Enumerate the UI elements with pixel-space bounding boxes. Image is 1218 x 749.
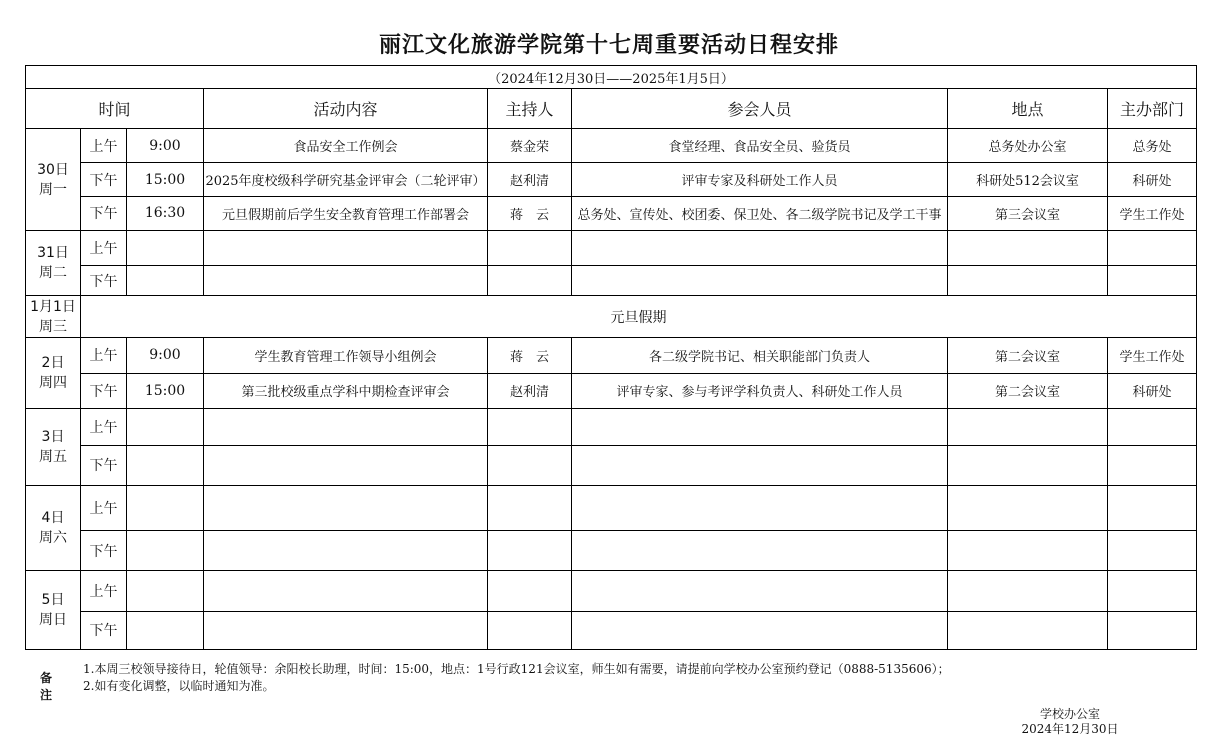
host-cell [488, 486, 572, 531]
activity-cell: 食品安全工作例会 [204, 129, 488, 163]
host-cell [488, 445, 572, 485]
department-cell [1108, 408, 1197, 445]
notes-lines [83, 661, 950, 695]
schedule-row [26, 486, 1197, 531]
time-cell [127, 445, 204, 485]
date-range: （2024年12月30日——2025年1月5日） [26, 66, 1197, 89]
time-cell [127, 265, 204, 295]
day-cell [26, 486, 81, 571]
period-cell: 上午 [81, 338, 127, 373]
activity-cell [204, 408, 488, 445]
department-cell: 学生工作处 [1108, 338, 1197, 373]
time-cell: 16:30 [127, 196, 204, 230]
host-cell: 蒋 云 [488, 338, 572, 373]
day-date: 31日 [37, 244, 69, 261]
period-cell: 下午 [81, 531, 127, 571]
schedule-row [26, 408, 1197, 445]
schedule-row [26, 129, 1197, 163]
day-weekday: 周一 [39, 181, 67, 198]
day-cell [26, 338, 81, 408]
department-cell [1108, 486, 1197, 531]
period-cell: 上午 [81, 129, 127, 163]
location-cell: 总务处办公室 [948, 129, 1108, 163]
attendees-cell [572, 230, 948, 265]
location-cell [948, 611, 1108, 649]
attendees-cell [572, 265, 948, 295]
attendees-cell: 总务处、宣传处、校团委、保卫处、各二级学院书记及学工干事 [572, 196, 948, 230]
activity-cell [204, 265, 488, 295]
footer [1010, 707, 1130, 737]
location-cell: 第二会议室 [948, 338, 1108, 373]
day-cell [26, 571, 81, 650]
date-range-row [26, 66, 1197, 89]
host-cell [488, 531, 572, 571]
department-cell: 科研处 [1108, 163, 1197, 196]
activity-cell: 元旦假期前后学生安全教育管理工作部署会 [204, 196, 488, 230]
time-cell [127, 408, 204, 445]
location-cell: 第二会议室 [948, 373, 1108, 408]
day-weekday: 周日 [39, 612, 67, 629]
period-cell: 上午 [81, 486, 127, 531]
location-cell [948, 265, 1108, 295]
host-cell [488, 611, 572, 649]
time-cell: 9:00 [127, 129, 204, 163]
header-time: 时间 [26, 89, 204, 129]
time-cell: 9:00 [127, 338, 204, 373]
time-cell [127, 611, 204, 649]
location-cell: 第三会议室 [948, 196, 1108, 230]
host-cell [488, 571, 572, 611]
activity-cell [204, 230, 488, 265]
attendees-cell [572, 531, 948, 571]
day-weekday: 周二 [39, 264, 67, 281]
activity-cell [204, 531, 488, 571]
day-date: 2日 [41, 355, 65, 371]
day-date: 5日 [41, 592, 65, 609]
attendees-cell [572, 445, 948, 485]
attendees-cell: 食堂经理、食品安全员、验货员 [572, 129, 948, 163]
period-cell: 上午 [81, 571, 127, 611]
schedule-body [26, 66, 1197, 650]
host-cell: 蔡金荣 [488, 129, 572, 163]
activity-cell: 学生教育管理工作领导小组例会 [204, 338, 488, 373]
schedule-row [26, 265, 1197, 295]
day-weekday: 周三 [39, 318, 67, 335]
activity-cell: 2025年度校级科学研究基金评审会（二轮评审） [204, 163, 488, 196]
header-content: 活动内容 [204, 89, 488, 129]
note-line: 2.如有变化调整，以临时通知为准。 [83, 679, 275, 693]
time-cell [127, 230, 204, 265]
time-cell: 15:00 [127, 163, 204, 196]
day-weekday: 周四 [39, 375, 67, 391]
schedule-row [26, 445, 1197, 485]
department-cell [1108, 230, 1197, 265]
schedule-row [26, 196, 1197, 230]
day-date: 30日 [37, 161, 69, 178]
schedule-row [26, 338, 1197, 373]
period-cell: 下午 [81, 196, 127, 230]
time-cell [127, 571, 204, 611]
notes-label: 备注 [40, 671, 53, 702]
host-cell [488, 408, 572, 445]
location-cell [948, 531, 1108, 571]
period-cell: 下午 [81, 445, 127, 485]
day-cell [26, 230, 81, 295]
day-cell [26, 296, 81, 338]
time-cell [127, 486, 204, 531]
schedule-row [26, 531, 1197, 571]
department-cell: 科研处 [1108, 373, 1197, 408]
time-cell: 15:00 [127, 373, 204, 408]
location-cell [948, 230, 1108, 265]
header-department: 主办部门 [1108, 89, 1197, 129]
activity-cell [204, 571, 488, 611]
host-cell: 蒋 云 [488, 196, 572, 230]
schedule-row [26, 571, 1197, 611]
holiday-cell: 元旦假期 [81, 296, 1197, 338]
header-location: 地点 [948, 89, 1108, 129]
host-cell [488, 265, 572, 295]
attendees-cell [572, 571, 948, 611]
header-host: 主持人 [488, 89, 572, 129]
page-title: 丽江文化旅游学院第十七周重要活动日程安排 [378, 33, 839, 58]
day-date: 1月1日 [30, 298, 76, 315]
day-cell [26, 129, 81, 231]
attendees-cell: 各二级学院书记、相关职能部门负责人 [572, 338, 948, 373]
schedule-row [26, 163, 1197, 196]
department-cell: 总务处 [1108, 129, 1197, 163]
day-weekday: 周五 [39, 448, 67, 465]
day-weekday: 周六 [39, 530, 67, 547]
activity-cell [204, 611, 488, 649]
location-cell [948, 408, 1108, 445]
location-cell [948, 445, 1108, 485]
department-cell [1108, 265, 1197, 295]
time-cell [127, 531, 204, 571]
department-cell [1108, 445, 1197, 485]
host-cell: 赵利清 [488, 163, 572, 196]
period-cell: 下午 [81, 611, 127, 649]
activity-cell [204, 486, 488, 531]
location-cell [948, 486, 1108, 531]
schedule-row [26, 611, 1197, 649]
period-cell: 下午 [81, 373, 127, 408]
schedule-row [26, 230, 1197, 265]
department-cell [1108, 531, 1197, 571]
activity-cell: 第三批校级重点学科中期检查评审会 [204, 373, 488, 408]
department-cell [1108, 611, 1197, 649]
attendees-cell [572, 408, 948, 445]
header-row [26, 89, 1197, 129]
location-cell [948, 571, 1108, 611]
department-cell: 学生工作处 [1108, 196, 1197, 230]
activity-cell [204, 445, 488, 485]
day-date: 4日 [41, 510, 65, 527]
period-cell: 下午 [81, 163, 127, 196]
note-line: 1.本周三校领导接待日，轮值领导：余阳校长助理，时间：15:00，地点：1号行政121会议室，师生如有需要，请提前向学校办公室预约登记（0888-5135606）； [83, 662, 950, 676]
host-cell: 赵利清 [488, 373, 572, 408]
footer-date: 2024年12月30日 [1021, 722, 1119, 736]
day-cell [26, 408, 81, 485]
location-cell: 科研处512会议室 [948, 163, 1108, 196]
attendees-cell [572, 486, 948, 531]
attendees-cell [572, 611, 948, 649]
header-attendees: 参会人员 [572, 89, 948, 129]
attendees-cell: 评审专家、参与考评学科负责人、科研处工作人员 [572, 373, 948, 408]
schedule-row [26, 296, 1197, 338]
period-cell: 上午 [81, 408, 127, 445]
schedule-row [26, 373, 1197, 408]
attendees-cell: 评审专家及科研处工作人员 [572, 163, 948, 196]
host-cell [488, 230, 572, 265]
day-date: 3日 [41, 428, 65, 445]
period-cell: 下午 [81, 265, 127, 295]
footer-office: 学校办公室 [1039, 707, 1100, 721]
period-cell: 上午 [81, 230, 127, 265]
schedule-table [25, 65, 1197, 650]
department-cell [1108, 571, 1197, 611]
